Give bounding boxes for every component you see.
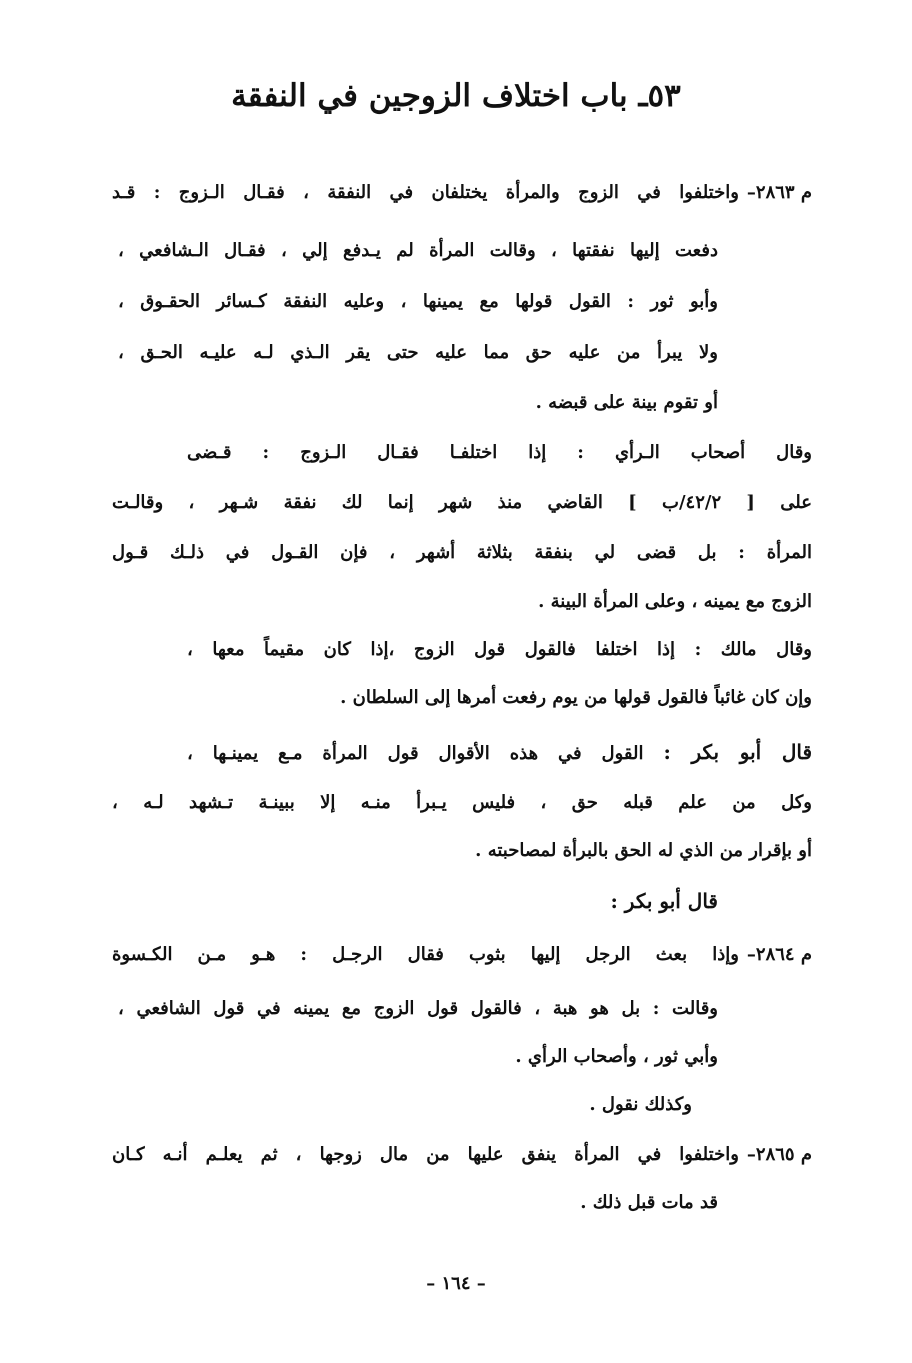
chapter-title: ٥٣ـ باب اختلاف الزوجين في النفقة: [231, 78, 681, 114]
entry-2864-number: م ٢٨٦٤–: [746, 944, 812, 965]
entry-2864-line-4: وكذلك نقول .: [589, 1094, 692, 1115]
entry-2863-number: م ٢٨٦٣–: [746, 182, 812, 203]
entry-2863-text: واختلفوا في الزوج والمرأة يختلفان في النفقة ، فقـال الـزوج : قـد: [112, 182, 739, 203]
entry-2865-number: م ٢٨٦٥–: [746, 1144, 812, 1165]
paragraph-malik-line-2: وإن كان غائباً فالقول قولها من يوم رفعت أمرها إلى السلطان .: [340, 687, 812, 708]
entry-2864-line-3: وأبي ثور ، وأصحاب الرأي .: [515, 1046, 718, 1067]
entry-2865-line-2: قد مات قبل ذلك .: [580, 1192, 718, 1213]
entry-2863-line-2: دفعت إليها نفقتها ، وقالت المرأة لم يـدفع إلي ، فقـال الـشافعي ،: [118, 240, 718, 261]
paragraph-malik-line-1: وقال مالك : إذا اختلفا فالقول قول الزوج ،إذا كان مقيماً معها ،: [187, 639, 812, 660]
entry-2863-line-1: [112, 168, 812, 218]
abubakr-lead: قال أبو بكر :: [663, 740, 812, 764]
abubakr-text: القول في هذه الأقوال قول المرأة مـع يمينـها ،: [187, 743, 644, 764]
paragraph-abubakr-line-1: [187, 727, 812, 777]
paragraph-ray-line-4: الزوج مع يمينه ، وعلى المرأة البينة .: [538, 591, 812, 612]
entry-2865-text: واختلفوا في المرأة ينفق عليها من مال زوجها ، ثم يعلـم أنـه كـان: [112, 1144, 739, 1165]
paragraph-ray-line-2: على [ ٤٢/٢/ب ] القاضي منذ شهر إنما لك نفقة شـهر ، وقالـت: [112, 492, 812, 513]
entry-2865-line-1: [112, 1130, 812, 1180]
entry-2863-line-3: وأبو ثور : القول قولها مع يمينها ، وعليه النفقة كـسائر الحقـوق ،: [118, 291, 718, 312]
entry-2864-line-2: وقالت : بل هو هبة ، فالقول قول الزوج مع يمينه في قول الشافعي ،: [118, 998, 718, 1019]
paragraph-ray-line-3: المرأة : بل قضى لي بنفقة بثلاثة أشهر ، فإن القـول في ذلـك قـول: [112, 542, 812, 563]
entry-2863-line-5: أو تقوم بينة على قبضه .: [535, 392, 718, 413]
page-number: – ١٦٤ –: [426, 1273, 486, 1294]
paragraph-abubakr-line-2: وكل من علم قبله حق ، فليس يـبرأ منـه إلا ببينـة تـشهد لـه ،: [112, 792, 812, 813]
entry-2864-text: وإذا بعث الرجل إليها بثوب فقال الرجـل : هـو مـن الكـسوة: [112, 944, 739, 965]
paragraph-abubakr-line-3: أو بإقرار من الذي له الحق بالبرأة لمصاحبته .: [475, 840, 812, 861]
paragraph-ray-line-1: وقال أصحاب الـرأي : إذا اختلفـا فقـال الـزوج : قـضى: [187, 442, 812, 463]
abubakr-heading: قال أبو بكر :: [610, 889, 718, 913]
entry-2863-line-4: ولا يبرأ من عليه حق مما عليه حتى يقر الـذي لـه عليـه الحـق ،: [118, 342, 718, 363]
entry-2864-line-1: [112, 930, 812, 980]
